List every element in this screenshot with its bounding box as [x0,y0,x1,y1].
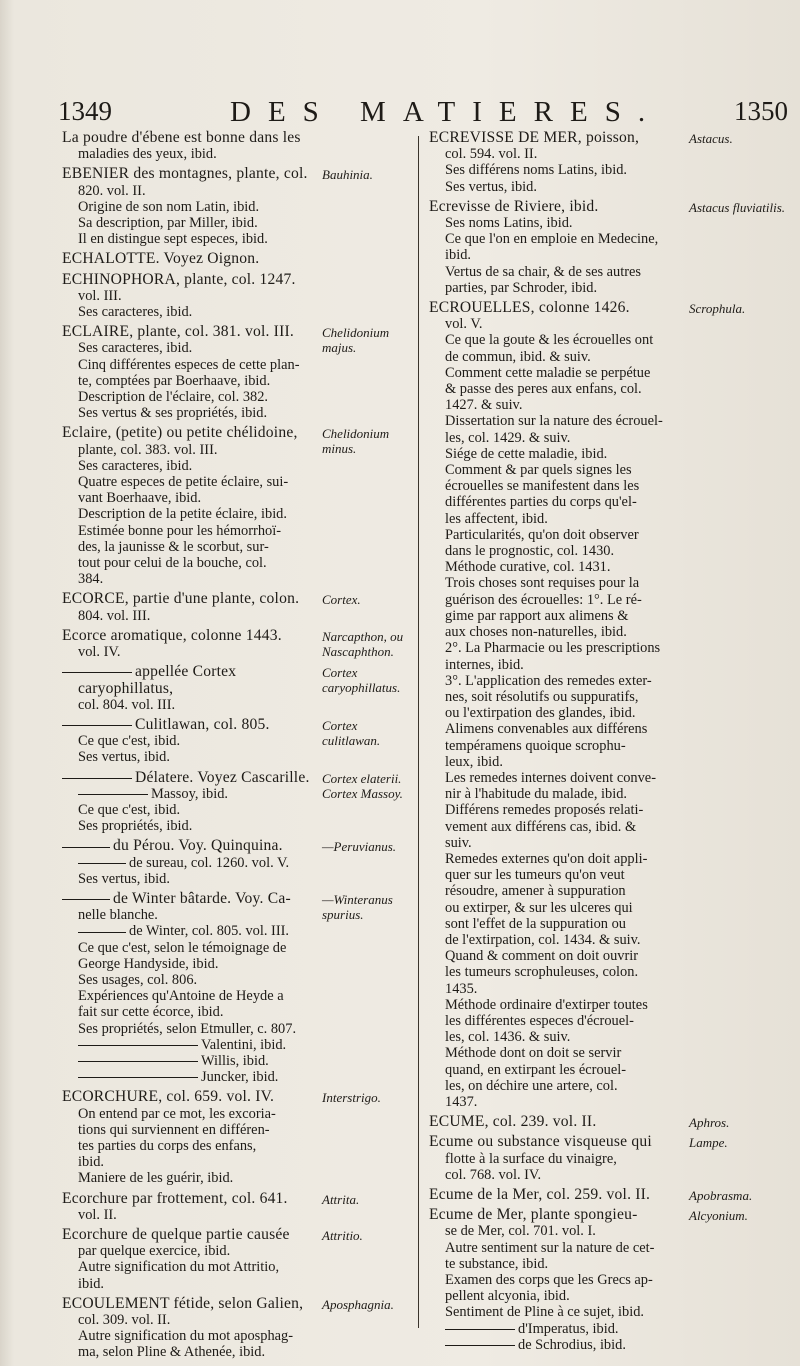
entry-subline: Vertus de sa chair, & de ses autres [445,263,642,280]
entry-subline: Ce que c'est, ibid. [78,733,181,750]
entry-headword-line: de Winter bâtarde. Voy. Ca- [62,891,314,907]
entry-subline: sont l'effet de la suppuration ou [445,915,626,932]
ditto-rule [78,932,126,933]
index-entry [62,591,412,623]
latin-name: Cortex caryophillatus. [322,665,401,696]
entry-subline: les tumeurs scrophuleuses, colon. [445,964,639,981]
entry-subline: ibid. [445,247,471,264]
entry-subline: les différentes especes d'écrouel- [445,1012,634,1029]
latin-name: Apobrasma. [689,1188,753,1203]
latin-name [314,130,412,131]
entry-text [62,425,314,587]
entry-subline: Ses vertus, ibid. [78,870,170,887]
entry-subline: quand, en extirpant les écrouel- [445,1061,627,1078]
index-entry [62,251,412,267]
page-number-right: 1350 [734,96,788,126]
entry-subline: 1435. [445,980,478,997]
latin-name [314,251,412,252]
entry-subline: ibid. [78,1275,104,1292]
entry-headword-line: ECREVISSE DE MER, poisson, [429,129,640,146]
entry-subline: Quatre especes de petite éclaire, sui- [78,474,289,491]
entry-text [429,1134,681,1183]
latin-name: Aposphagnia. [322,1296,394,1312]
entry-subline: écrouelles se manifestent dans les [445,478,640,495]
index-entry [429,1187,791,1203]
entry-text [62,166,314,247]
entry-subline: Il en distingue sept especes, ibid. [78,231,268,248]
entry-subline: ou l'extirpation des glandes, ibid. [445,705,636,722]
entry-subline: & passe des peres aux enfans, col. [445,381,642,398]
entry-text [429,300,681,1110]
entry-subline: par quelque exercice, ibid. [78,1243,231,1260]
entry-subline: ou extirper, & sur les ulceres qui [445,899,633,916]
column-divider [418,136,419,1328]
entry-headword-line: du Pérou. Voy. Quinquina. [62,838,314,854]
entry-headword-line: ECLAIRE, plante, col. 381. vol. III. [62,323,294,341]
entry-subline: vol. V. [445,316,483,333]
index-entry [62,1227,412,1292]
index-entry [62,1089,412,1186]
entry-subline: flotte à la surface du vinaigre, [445,1150,617,1167]
index-entry [62,324,412,421]
entry-subline: Ses vertus, ibid. [445,178,537,195]
latin-name: Cortex elaterii. Cortex Massoy. [322,770,403,801]
entry-subline: Maniere de les guérir, ibid. [78,1170,234,1187]
entry-headword-line: Ecume de la Mer, col. 259. vol. II. [429,1186,651,1203]
entry-subline: Autre signification du mot aposphag- [78,1328,294,1345]
entry-text [62,324,314,421]
entry-subline: suiv. [445,834,472,851]
entry-subline: Siége de cette maladie, ibid. [445,445,608,462]
entry-subline: vement aux différens cas, ibid. & [445,818,637,835]
entry-subline: 384. [78,571,104,588]
entry-subline: Ce que c'est, selon le témoignage de [78,939,287,956]
entry-headword-line: ECORCHURE, col. 659. vol. IV. [62,1088,275,1106]
latin-name: Astacus fluviatilis. [689,199,786,215]
left-column [62,130,412,1365]
index-entry [62,272,412,321]
entry-text [62,1191,314,1223]
latin-name [314,272,412,273]
latin-name: Narcapthon, ou Nascaphthon. [322,628,404,659]
index-entry [62,628,412,660]
entry-subline: vol. IV. [78,644,121,661]
latin-name: Astacus. [689,131,733,146]
entry-subline: fait sur cette écorce, ibid. [78,1004,224,1021]
entry-subline: tions qui surviennent en différen- [78,1121,270,1138]
entry-text [429,199,681,296]
entry-subline: Cinq différentes especes de cette plan- [78,356,300,373]
entry-headword-line: Ecorchure de quelque partie causée [62,1226,290,1243]
index-entry [62,664,412,713]
entry-subline: différentes parties du corps qu'el- [445,494,637,511]
ditto-rule [78,794,148,795]
entry-subline: col. 804. vol. III. [78,696,176,713]
entry-subline: de Winter, col. 805. vol. III. [62,923,314,939]
entry-subline: Méthode curative, col. 1431. [445,559,611,576]
index-entry [62,130,412,162]
index-entry [62,838,412,887]
entry-text [62,770,314,835]
entry-subline: internes, ibid. [445,656,524,673]
entry-text [62,251,314,267]
entry-subline: plante, col. 383. vol. III. [78,441,218,458]
index-entry [62,425,412,587]
entry-subline: nes, soit résolutifs ou suppuratifs, [445,688,639,705]
entry-subline: ibid. [78,1154,104,1171]
entry-subline: Examen des corps que les Grecs ap- [445,1272,653,1289]
entry-subline: Comment cette maladie se perpétue [445,364,651,381]
entry-subline: Sentiment de Pline à ce sujet, ibid. [445,1304,645,1321]
entry-headword-line: ECORCE, partie d'une plante, colon. [62,590,300,608]
entry-subline: de l'extirpation, col. 1434. & suiv. [445,931,641,948]
entry-subline: les, on déchire une artere, col. [445,1077,618,1094]
index-entry [62,1296,412,1361]
page-number-left: 1349 [58,96,112,126]
entry-subline: leux, ibid. [445,753,503,770]
index-entry [429,1207,791,1353]
right-column [429,130,791,1357]
latin-name: Cortex. [322,592,361,608]
index-entry [62,891,412,1085]
entry-subline: Massoy, ibid. [62,786,314,802]
entry-subline: quer sur les tumeurs qu'on veut [445,867,625,884]
entry-subline: tes parties du corps des enfans, [78,1137,257,1154]
entry-subline: George Handyside, ibid. [78,955,219,972]
entry-subline: Comment & par quels signes les [445,462,632,479]
entry-subline: de sureau, col. 1260. vol. V. [62,855,314,871]
entry-subline: de commun, ibid. & suiv. [445,348,591,365]
index-entry [62,770,412,835]
entry-subline: 1437. [445,1093,478,1110]
entry-headword-line: ECOULEMENT fétide, selon Galien, [62,1294,304,1312]
entry-text [62,1089,314,1186]
entry-headword-line: Ecorchure par frottement, col. 641. [62,1189,288,1207]
entry-text [62,628,314,660]
entry-headword-line: Ecrevisse de Riviere, ibid. [429,197,599,215]
entry-subline: Méthode ordinaire d'extirper toutes [445,996,648,1013]
index-entry [429,1134,791,1183]
entry-subline: pellent alcyonia, ibid. [445,1288,570,1305]
entry-text [429,1207,681,1353]
entry-text [62,891,314,1085]
entry-text [429,130,681,195]
entry-subline: tempéramens quoique scrophu- [445,737,626,754]
entry-subline: te, comptées par Boerhaave, ibid. [78,372,271,389]
entry-subline: Remedes externes qu'on doit appli- [445,850,648,867]
ditto-rule [78,1061,198,1062]
entry-subline: Valentini, ibid. [62,1037,314,1053]
page-header [58,96,788,132]
entry-subline: 1427. & suiv. [445,397,523,414]
entry-subline: Expériences qu'Antoine de Heyde a [78,988,284,1005]
latin-name: Aphros. [689,1115,730,1131]
entry-subline: Sa description, par Miller, ibid. [78,215,258,232]
entry-subline: Ce que la goute & les écrouelles ont [445,332,654,349]
entry-text [62,130,314,162]
entry-subline: Ses noms Latins, ibid. [445,215,573,232]
ditto-rule [78,863,126,864]
entry-subline: Ses usages, col. 806. [78,971,198,988]
entry-headword-line: Ecume ou substance visqueuse qui [429,1133,652,1151]
entry-subline: Particularités, qu'on doit observer [445,526,639,543]
entry-subline: vant Boerhaave, ibid. [78,490,202,507]
index-entry [62,717,412,766]
entry-subline: vol. III. [78,287,122,304]
entry-subline: Quand & comment on doit ouvrir [445,948,639,965]
entry-subline: Description de la petite éclaire, ibid. [78,506,287,523]
entry-subline: résoudre, amener à suppuration [445,883,626,900]
entry-subline: Ses propriétés, ibid. [78,818,193,835]
entry-subline: vol. II. [78,1206,117,1223]
ditto-rule [62,672,132,673]
index-entry [429,1114,791,1130]
entry-subline: Ses caracteres, ibid. [78,340,193,357]
entry-subline: 3°. L'application des remedes exter- [445,672,652,689]
entry-subline: Ce que c'est, ibid. [78,801,181,818]
latin-name: Cortex culitlawan. [322,717,381,748]
entry-subline: te substance, ibid. [445,1255,549,1272]
entry-subline: ma, selon Pline & Athenée, ibid. [78,1344,266,1361]
entry-subline: dans le prognostic, col. 1430. [445,543,615,560]
entry-subline: On entend par ce mot, les excoria- [78,1105,276,1122]
entry-subline: les, col. 1429. & suiv. [445,429,571,446]
entry-text [62,1227,314,1292]
ditto-rule [445,1345,515,1346]
running-title: DES MATIERES. [230,96,663,128]
entry-subline: tout pour celui de la bouche, col. [78,555,267,572]
latin-name: Chelidonium majus. [322,325,390,356]
entry-headword-line: Eclaire, (petite) ou petite chélidoine, [62,424,298,442]
entry-subline: Juncker, ibid. [62,1069,314,1085]
latin-name: Alcyonium. [689,1208,748,1224]
entry-subline: les affectent, ibid. [445,510,548,527]
entry-headword-line: Ecorce aromatique, colonne 1443. [62,626,282,644]
latin-name: Scrophula. [689,301,746,317]
index-entry [429,199,791,296]
entry-subline: des, la jaunisse & le scorbut, sur- [78,538,269,555]
ditto-rule [445,1329,515,1330]
index-entry [429,300,791,1110]
latin-name: Lampe. [689,1135,728,1151]
entry-subline: nir à l'habitude du malade, ibid. [445,786,628,803]
entry-subline: 2°. La Pharmacie ou les prescriptions [445,640,661,657]
latin-name: Attrita. [322,1191,360,1207]
entry-subline: les, col. 1436. & suiv. [445,1029,571,1046]
entry-headword-line: ECHINOPHORA, plante, col. 1247. [62,270,296,288]
latin-name: Attritio. [322,1228,363,1243]
entry-subline: col. 768. vol. IV. [445,1166,542,1183]
entry-text [429,1187,681,1203]
ditto-rule [62,847,110,848]
entry-subline: Origine de son nom Latin, ibid. [78,198,260,215]
entry-headword-line: Culitlawan, col. 805. [62,717,314,733]
entry-subline: Ses différens noms Latins, ibid. [445,162,627,179]
entry-subline: Dissertation sur la nature des écrouel- [445,413,663,430]
latin-name: Chelidonium minus. [322,426,390,457]
latin-name: —Peruvianus. [322,839,397,855]
latin-name: Interstrigo. [322,1090,381,1106]
entry-text [62,664,314,713]
entry-text [62,1296,314,1361]
entry-headword-line: EBENIER des montagnes, plante, col. [62,165,308,183]
entry-subline: Alimens convenables aux différens [445,721,648,738]
entry-text [62,838,314,887]
entry-subline: Ses vertus, ibid. [78,749,170,766]
entry-subline: parties, par Schroder, ibid. [445,279,598,296]
entry-subline: Description de l'éclaire, col. 382. [78,389,269,406]
entry-subline: Estimée bonne pour les hémorrhoï- [78,522,282,539]
entry-headword-line: ECROUELLES, colonne 1426. [429,299,630,317]
ditto-rule [78,1077,198,1078]
entry-headword-line: ECHALOTTE. Voyez Oignon. [62,250,260,268]
entry-subline: Méthode dont on doit se servir [445,1045,622,1062]
entry-subline: Trois choses sont requises pour la [445,575,640,592]
entry-headword-line: ECUME, col. 239. vol. II. [429,1113,597,1131]
entry-subline: 820. vol. II. [78,182,146,199]
ditto-rule [62,778,132,779]
index-entry [62,1191,412,1223]
entry-subline: aux choses non-naturelles, ibid. [445,624,627,641]
entry-subline: Ses caracteres, ibid. [78,304,193,321]
entry-subline: Les remedes internes doivent conve- [445,769,656,786]
entry-text [62,272,314,321]
entry-text [62,591,314,623]
entry-subline: Différens remedes proposés relati- [445,802,644,819]
entry-subline: Ses caracteres, ibid. [78,457,193,474]
entry-subline: 804. vol. III. [78,607,151,624]
entry-headword-line: Ecume de Mer, plante spongieu- [429,1206,638,1224]
entry-subline: col. 309. vol. II. [78,1312,171,1329]
entry-subline: gime par rapport aux alimens & [445,607,629,624]
latin-name: —Winteranus spurius. [322,891,393,922]
entry-subline: Ses propriétés, selon Etmuller, c. 807. [78,1020,297,1037]
entry-headword-line: La poudre d'ébene est bonne dans les [62,129,301,146]
ditto-rule [78,1045,198,1046]
entry-text [62,717,314,766]
entry-subline: guérison des écrouelles: 1°. Le ré- [445,591,642,608]
ditto-rule [62,899,110,900]
entry-subline: nelle blanche. [78,907,158,924]
entry-subline: Ce que l'on en emploie en Medecine, [445,231,659,248]
index-entry [62,166,412,247]
entry-subline: col. 594. vol. II. [445,146,538,163]
entry-subline: Autre sentiment sur la nature de cet- [445,1239,655,1256]
entry-subline: se de Mer, col. 701. vol. I. [445,1223,596,1240]
entry-subline: Willis, ibid. [62,1053,314,1069]
entry-headword-line: Délatere. Voyez Cascarille. [62,770,314,786]
entry-headword-line: appellée Cortex caryophillatus, [62,664,314,696]
entry-subline: d'Imperatus, ibid. [429,1321,681,1337]
entry-subline: de Schrodius, ibid. [429,1337,681,1353]
index-entry [429,130,791,195]
latin-name: Bauhinia. [322,167,373,183]
entry-subline: Ses vertus & ses propriétés, ibid. [78,405,268,422]
entry-subline: maladies des yeux, ibid. [78,146,217,163]
ditto-rule [62,725,132,726]
entry-text [429,1114,681,1130]
entry-subline: Autre signification du mot Attritio, [78,1259,280,1276]
